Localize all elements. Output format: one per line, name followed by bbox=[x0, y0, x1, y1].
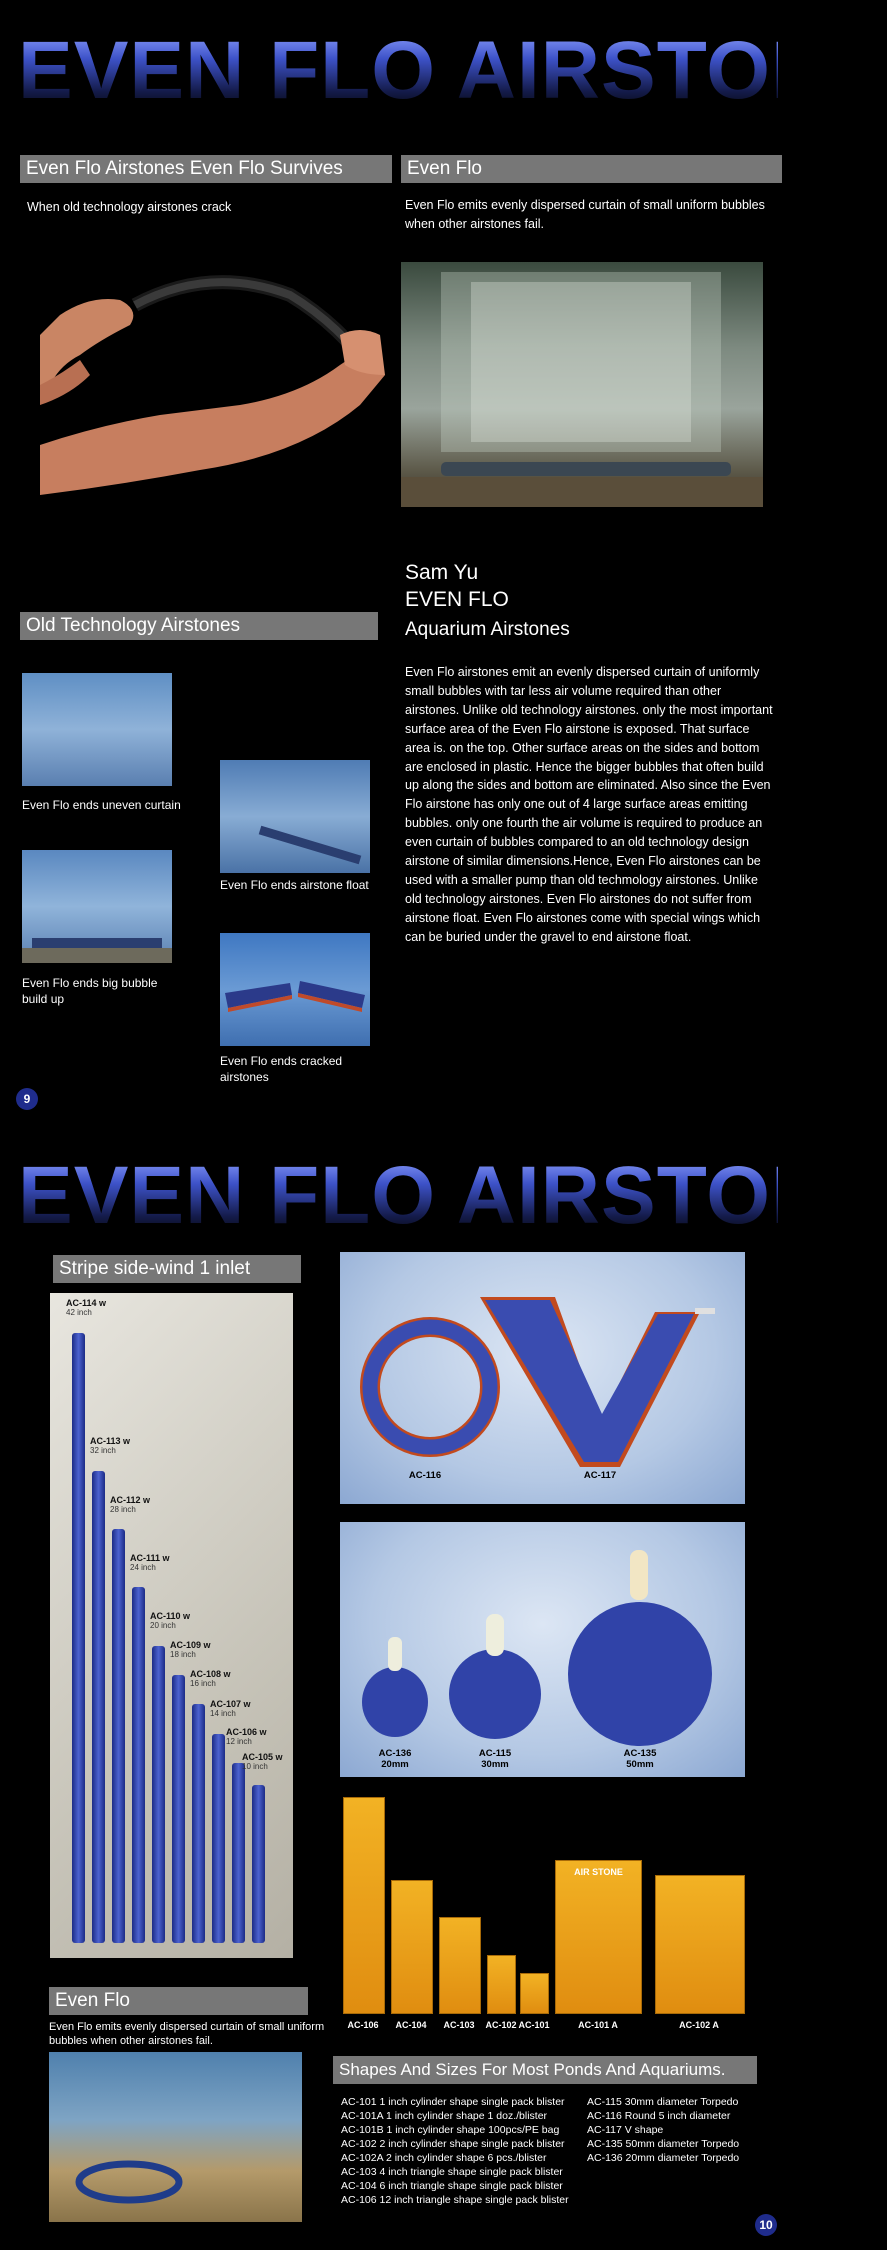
thumb-caption-float: Even Flo ends airstone float bbox=[220, 878, 369, 892]
package-ac-102 bbox=[487, 1955, 516, 2014]
evenflo-ring-photo bbox=[49, 2052, 302, 2222]
spec-ac-101: AC-101 1 inch cylinder shape single pack blister bbox=[341, 2096, 565, 2108]
page-number-10: 10 bbox=[755, 2214, 777, 2236]
rod-ac-107 bbox=[212, 1734, 225, 1943]
spec-ac-101b: AC-101B 1 inch cylinder shape 100pcs/PE bag bbox=[341, 2124, 560, 2136]
page-number-9: 9 bbox=[16, 1088, 38, 1110]
bubble-buildup-thumb bbox=[22, 850, 172, 963]
rod-label-ac-105: AC-105 w 10 inch bbox=[242, 1752, 283, 1771]
airstone-float-thumb bbox=[220, 760, 370, 873]
stripe-rods-panel bbox=[50, 1293, 293, 1958]
right-heading: Even Flo bbox=[401, 155, 782, 183]
left-caption: When old technology airstones crack bbox=[27, 200, 232, 214]
cracked-airstone-thumb bbox=[220, 933, 370, 1046]
spec-ac-136: AC-136 20mm diameter Torpedo bbox=[587, 2152, 740, 2164]
spec-ac-116: AC-116 Round 5 inch diameter bbox=[587, 2110, 731, 2122]
page-banner-top: EVEN FLO AIRSTONE bbox=[18, 25, 887, 116]
thumb-caption-buildup: Even Flo ends big bubble build up bbox=[22, 976, 158, 1006]
spec-ac-115: AC-115 30mm diameter Torpedo bbox=[587, 2096, 739, 2108]
spec-ac-102a: AC-102A 2 inch cylinder shape 6 pcs./blister bbox=[341, 2152, 547, 2164]
spec-ac-102: AC-102 2 inch cylinder shape single pack blister bbox=[341, 2138, 565, 2150]
spec-ac-106: AC-106 12 inch triangle shape single pack blister bbox=[341, 2194, 569, 2206]
evenflo-caption-bottom: Even Flo emits evenly dispersed curtain of small uniform bubbles when other airstones fail. bbox=[49, 2021, 325, 2047]
spec-ac-103: AC-103 4 inch triangle shape single pack blister bbox=[341, 2166, 563, 2178]
ball-airstones-panel bbox=[340, 1522, 745, 1777]
pkg-label-ac-101: AC-101 bbox=[518, 2020, 550, 2030]
title-line-2: EVEN FLO bbox=[405, 588, 509, 611]
rod-ac-108 bbox=[192, 1704, 205, 1943]
package-ac-106 bbox=[343, 1797, 385, 2014]
rod-ac-112 bbox=[112, 1529, 125, 1943]
page-banner-bottom: EVEN FLO AIRSTONE bbox=[18, 1150, 887, 1241]
uneven-curtain-thumb bbox=[22, 673, 172, 786]
pkg-label-ac-101a: AC-101 A bbox=[578, 2020, 618, 2030]
rod-label-ac-112: AC-112 w 28 inch bbox=[110, 1495, 151, 1514]
spec-ac-101a: AC-101A 1 inch cylinder shape 1 doz./blister bbox=[341, 2110, 548, 2122]
title-line-3: Aquarium Airstones bbox=[405, 619, 570, 640]
rod-label-ac-109: AC-109 w 18 inch bbox=[170, 1640, 211, 1659]
ball-label-ac-115: AC-115 30mm bbox=[478, 1748, 512, 1770]
rod-label-ac-113: AC-113 w 32 inch bbox=[90, 1436, 131, 1455]
shapes-sizes-heading: Shapes And Sizes For Most Ponds And Aquariums. bbox=[333, 2056, 757, 2084]
pkg-label-ac-102: AC-102 bbox=[485, 2020, 517, 2030]
package-ac-101 bbox=[520, 1973, 549, 2014]
pkg-label-ac-102a: AC-102 A bbox=[679, 2020, 719, 2030]
right-caption: Even Flo emits evenly dispersed curtain of small uniform bubbles when other airstones fail. bbox=[405, 198, 765, 231]
thumb-caption-cracked: Even Flo ends cracked airstones bbox=[220, 1054, 343, 1084]
round-v-shapes-panel bbox=[340, 1252, 745, 1504]
rod-ac-110 bbox=[152, 1646, 165, 1943]
label-ac-117: AC-117 bbox=[583, 1470, 617, 1481]
rod-ac-105 bbox=[252, 1785, 265, 1943]
rod-label-ac-111: AC-111 w 24 inch bbox=[130, 1553, 170, 1572]
package-ac-102a bbox=[655, 1875, 745, 2014]
body-text: Even Flo airstones emit an evenly dispersed curtain of uniformly small bubbles with tar less air volume required than other airstones. Unlike old technology airstones. only the most important surface area of the Even Flo airstone is exposed. That surface area is. on the top. Other surface areas on the sides and bottom are enclosed in plastic. Hence the bigger bubbles that often build up along the sides and bottom are eliminated. Also since the Even Flo airstone has only one out of 4 large surface areas emitting bubbles. only one fourth the air volume is required to produce an even curtain of bubbles compared to an old technology design airstone of similar dimensions.Hence, Even Flo airstones can be used with a smaller pump than old techmology airstones. Unlike old technology airstones. Even Flo airstones do not suffer from airstone float. Even Flo airstones come with special wings which can be buried under the gravel to end airstone float. bbox=[405, 665, 773, 944]
label-ac-116: AC-116 bbox=[408, 1470, 442, 1481]
ball-label-ac-135: AC-135 50mm bbox=[623, 1748, 657, 1770]
package-ac-103 bbox=[439, 1917, 481, 2014]
spec-ac-117: AC-117 V shape bbox=[587, 2124, 664, 2136]
rod-ac-109 bbox=[172, 1675, 185, 1943]
specs-left-list bbox=[341, 2095, 569, 2207]
arms-bending-airstone-photo bbox=[40, 255, 385, 515]
pkg-label-ac-104: AC-104 bbox=[395, 2020, 427, 2030]
rod-label-ac-114: AC-114 w 42 inch bbox=[66, 1298, 107, 1317]
rod-ac-111 bbox=[132, 1587, 145, 1943]
evenflo-heading-bottom: Even Flo bbox=[49, 1987, 308, 2015]
rod-label-ac-106: AC-106 w 12 inch bbox=[226, 1727, 267, 1746]
package-brand-label: AIR STONE bbox=[574, 1867, 623, 1877]
left-heading: Even Flo Airstones Even Flo Survives bbox=[20, 155, 392, 183]
package-labels bbox=[340, 2020, 745, 2034]
spec-ac-104: AC-104 6 inch triangle shape single pack blister bbox=[341, 2180, 563, 2192]
title-line-1: Sam Yu bbox=[405, 561, 479, 584]
packages-panel bbox=[340, 1795, 745, 2020]
specs-right-list bbox=[587, 2095, 739, 2165]
rod-ac-113 bbox=[92, 1471, 105, 1943]
rod-ac-106 bbox=[232, 1763, 245, 1943]
bubble-curtain-photo bbox=[401, 262, 763, 507]
stripe-heading: Stripe side-wind 1 inlet bbox=[53, 1255, 301, 1283]
rod-label-ac-108: AC-108 w 16 inch bbox=[190, 1669, 231, 1688]
spec-ac-135: AC-135 50mm diameter Torpedo bbox=[587, 2138, 740, 2150]
old-technology-heading: Old Technology Airstones bbox=[20, 612, 378, 640]
pkg-label-ac-103: AC-103 bbox=[443, 2020, 475, 2030]
pkg-label-ac-106: AC-106 bbox=[347, 2020, 379, 2030]
thumb-caption-uneven: Even Flo ends uneven curtain bbox=[22, 798, 181, 812]
rod-label-ac-110: AC-110 w 20 inch bbox=[150, 1611, 191, 1630]
ball-label-ac-136: AC-136 20mm bbox=[378, 1748, 412, 1770]
rod-ac-114 bbox=[72, 1333, 85, 1943]
rod-label-ac-107: AC-107 w 14 inch bbox=[210, 1699, 251, 1718]
package-ac-101a bbox=[555, 1860, 642, 2014]
package-ac-104 bbox=[391, 1880, 433, 2014]
